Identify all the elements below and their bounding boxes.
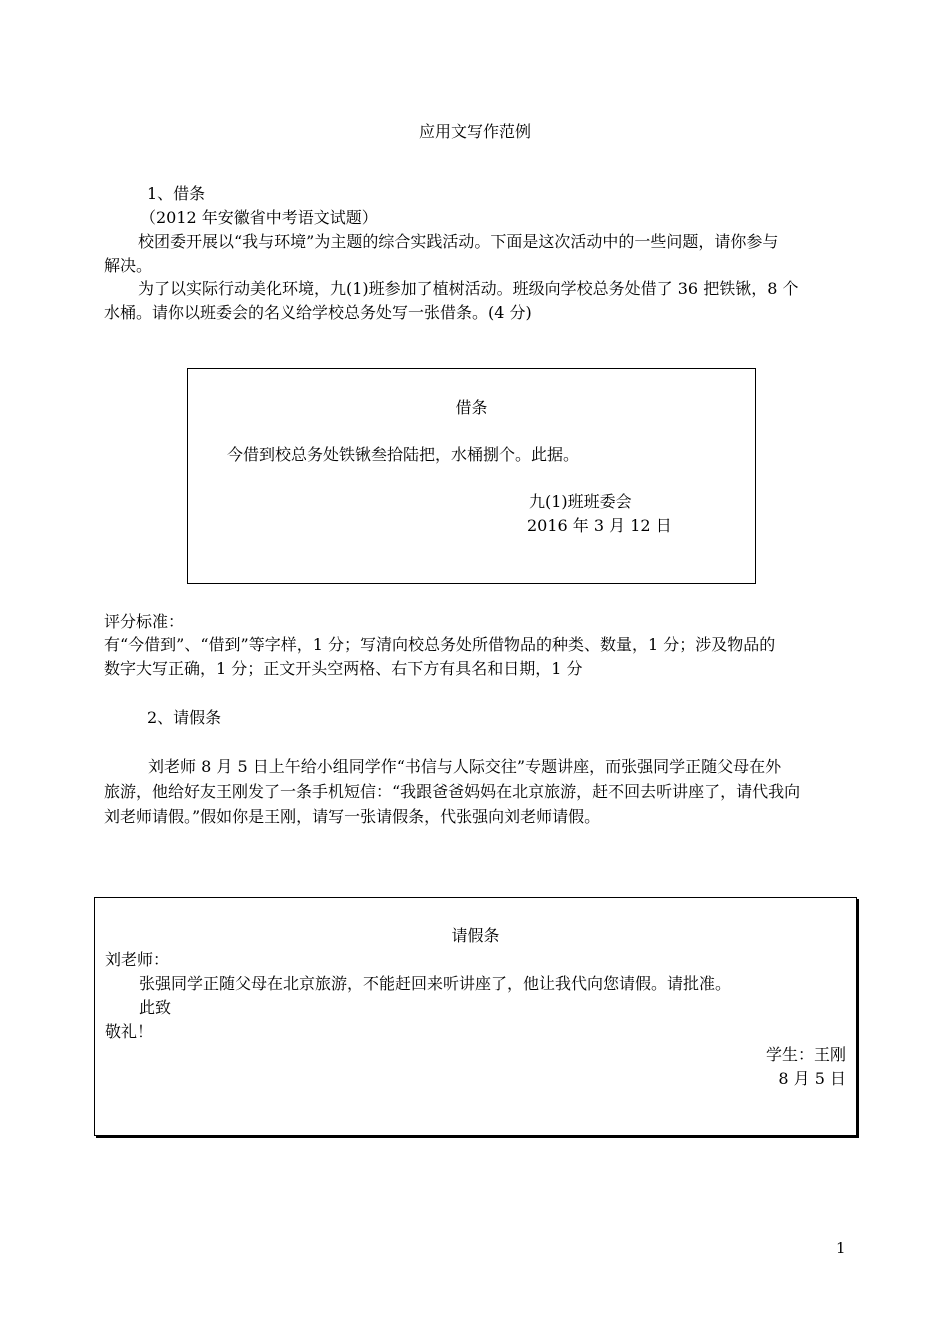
- section1-source: （2012 年安徽省中考语文试题）: [140, 208, 378, 227]
- iou-note-box: [187, 368, 756, 584]
- section2-task-line3: 刘老师请假。”假如你是王刚，请写一张请假条，代张强向刘老师请假。: [104, 807, 601, 826]
- leave-note-body: 张强同学正随父母在北京旅游，不能赶回来听讲座了，他让我代向您请假。请批准。: [139, 974, 732, 993]
- leave-note-title: 请假条: [451, 926, 500, 945]
- iou-note-date: 2016 年 3 月 12 日: [527, 516, 672, 535]
- leave-note-date: 8 月 5 日: [778, 1069, 846, 1088]
- section1-heading: 1、借条: [147, 184, 206, 203]
- page-number: 1: [836, 1239, 846, 1257]
- section2-task-line1: 刘老师 8 月 5 日上午给小组同学作“书信与人际交往”专题讲座，而张强同学正随父母在外: [148, 757, 782, 776]
- leave-note-closing1: 此致: [139, 998, 172, 1017]
- leave-note-salutation: 刘老师：: [105, 950, 170, 969]
- iou-note-body: 今借到校总务处铁锹叁拾陆把，水桶捌个。此据。: [227, 445, 580, 464]
- section1-intro-line1: 校团委开展以“我与环境”为主题的综合实践活动。下面是这次活动中的一些问题，请你参与: [138, 232, 779, 251]
- leave-note-closing2: 敬礼！: [105, 1022, 154, 1041]
- page-title: 应用文写作范例: [418, 122, 531, 141]
- section1-intro-line2: 解决。: [104, 256, 153, 275]
- iou-note-title: 借条: [455, 398, 488, 417]
- iou-note-signature: 九(1)班班委会: [529, 492, 632, 511]
- leave-note-box: [94, 897, 857, 1136]
- section1-task-line1: 为了以实际行动美化环境，九(1)班参加了植树活动。班级向学校总务处借了 36 把铁锹，8 个: [138, 279, 799, 298]
- leave-note-signature: 学生：王刚: [765, 1045, 846, 1064]
- section2-heading: 2、请假条: [147, 708, 222, 727]
- section1-task-line2: 水桶。请你以班委会的名义给学校总务处写一张借条。(4 分): [104, 303, 532, 322]
- scoring-line2: 数字大写正确，1 分；正文开头空两格、右下方有具名和日期，1 分: [104, 659, 583, 678]
- section2-task-line2: 旅游，他给好友王刚发了一条手机短信：“我跟爸爸妈妈在北京旅游，赶不回去听讲座了，请代我向: [104, 782, 801, 801]
- scoring-label: 评分标准：: [104, 612, 185, 631]
- scoring-line1: 有“今借到”、“借到”等字样，1 分；写清向校总务处所借物品的种类、数量，1 分；涉及物品的: [104, 635, 776, 654]
